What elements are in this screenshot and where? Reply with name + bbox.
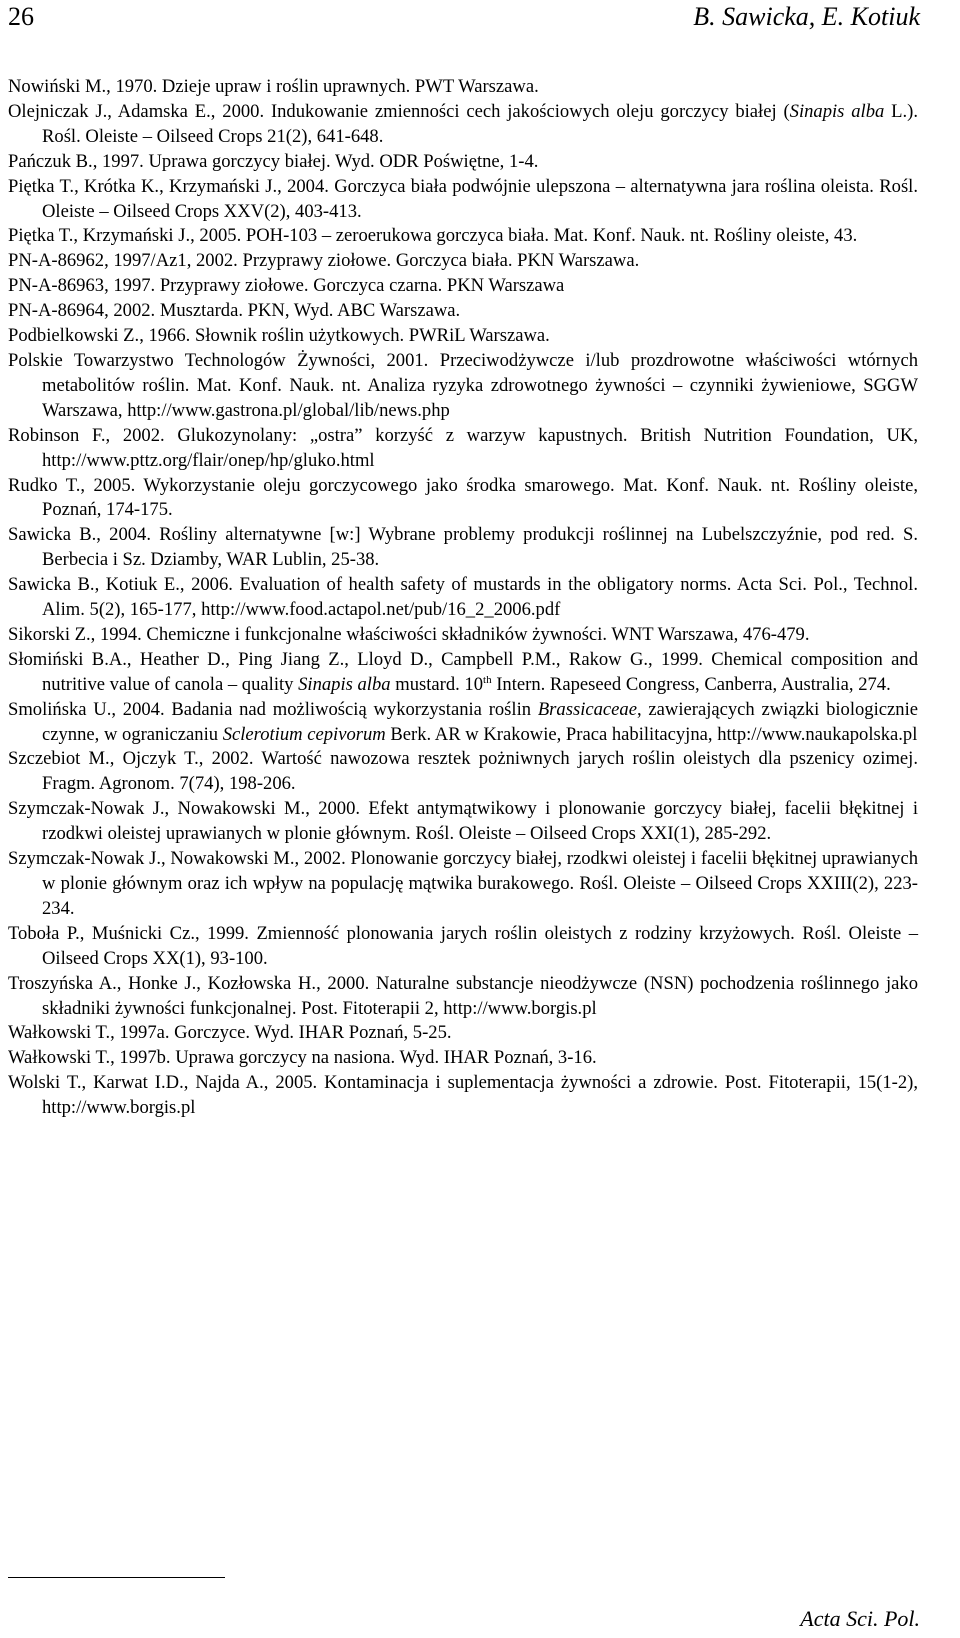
reference-entry [8, 1071, 918, 1121]
reference-entry [8, 847, 918, 922]
superscript-text: th [483, 673, 492, 686]
reference-text: Sawicka B., Kotiuk E., 2006. Evaluation of health safety of mustards in the obligatory norms. Acta Sci. Pol., Technol. Alim. 5(2), 165-177, http://www.food.actapol.net/pub/16_2_2006.pdf [8, 574, 918, 621]
italic-species-name: Sinapis alba [298, 673, 391, 695]
reference-list [8, 75, 918, 1121]
reference-entry [8, 75, 918, 100]
reference-text: Sawicka B., 2004. Rośliny alternatywne [w:] Wybrane problemy produkcji roślinnej na Lubelszczyźnie, pod red. S. Berbecia i Sz. Dziamby, WAR Lublin, 25-38. [8, 524, 918, 571]
reference-text: Piętka T., Krzymański J., 2005. POH-103 – zeroerukowa gorczyca biała. Mat. Konf. Nauk. nt. Rośliny oleiste, 43. [8, 225, 858, 247]
reference-text: Sikorski Z., 1994. Chemiczne i funkcjonalne właściwości składników żywności. WNT Warszawa, 476-479. [8, 623, 810, 645]
reference-text: PN-A-86963, 1997. Przyprawy ziołowe. Gorczyca czarna. PKN Warszawa [8, 275, 565, 297]
reference-entry [8, 1046, 918, 1071]
reference-text: Słomiński B.A., Heather D., Ping Jiang Z., Lloyd D., Campbell P.M., Rakow G., 1999. Chemical composition and nutritive value of canola – quality [8, 648, 918, 695]
page-header [0, 0, 960, 40]
reference-text: Smolińska U., 2004. Badania nad możliwością wykorzystania roślin [8, 698, 538, 720]
reference-entry [8, 623, 918, 648]
reference-entry [8, 274, 918, 299]
reference-text: Intern. Rapeseed Congress, Canberra, Australia, 274. [491, 673, 891, 695]
reference-text: Szczebiot M., Ojczyk T., 2002. Wartość nawozowa resztek pożniwnych jarych roślin oleistych dla pszenicy ozimej. Fragm. Agronom. 7(74), 198-206. [8, 748, 918, 795]
reference-entry [8, 249, 918, 274]
reference-text: L.). Rośl. Oleiste – Oilseed Crops 21(2), 641-648. [42, 100, 918, 147]
reference-entry [8, 424, 918, 474]
footer-journal-name: Acta Sci. Pol. [800, 1606, 920, 1631]
reference-entry [8, 523, 918, 573]
reference-text: Robinson F., 2002. Glukozynolany: „ostra” korzyść z warzyw kapustnych. British Nutrition Foundation, UK, http://www.pttz.org/flair/onep/hp/gluko.html [8, 424, 918, 471]
reference-text: Berk. AR w Krakowie, Praca habilitacyjna, http://www.naukapolska.pl [385, 723, 918, 745]
italic-species-name: Sinapis alba [789, 100, 885, 122]
reference-text: Szymczak-Nowak J., Nowakowski M., 2000. Efekt antymątwikowy i plonowanie gorczycy białej, facelii błękitnej i rzodkwi oleistej uprawianych w plonie głównym. Rośl. Oleiste – Oilseed Crops XXI(1), 285-292. [8, 798, 918, 845]
reference-text: , zawierających związki biologicznie czynne, w ograniczaniu [42, 698, 918, 745]
reference-entry [8, 972, 918, 1022]
reference-entry [8, 175, 918, 225]
reference-entry [8, 1021, 918, 1046]
reference-text: Podbielkowski Z., 1966. Słownik roślin użytkowych. PWRiL Warszawa. [8, 325, 550, 347]
page-number: 26 [8, 2, 34, 31]
reference-text: Olejniczak J., Adamska E., 2000. Indukowanie zmienności cech jakościowych oleju gorczycy białej ( [8, 100, 790, 122]
italic-species-name: Sclerotium cepivorum [222, 723, 386, 745]
reference-text: Wałkowski T., 1997b. Uprawa gorczycy na nasiona. Wyd. IHAR Poznań, 3-16. [8, 1047, 597, 1069]
reference-text: Piętka T., Krótka K., Krzymański J., 2004. Gorczyca biała podwójnie ulepszona – alternatywna jara roślina oleista. Rośl. Oleiste – Oilseed Crops XXV(2), 403-413. [8, 175, 918, 222]
reference-text: Toboła P., Muśnicki Cz., 1999. Zmienność plonowania jarych roślin oleistych z rodziny krzyżowych. Rośl. Oleiste – Oilseed Crops XX(1), 93-100. [8, 922, 918, 969]
reference-text: Wałkowski T., 1997a. Gorczyce. Wyd. IHAR Poznań, 5-25. [8, 1022, 452, 1044]
reference-text: mustard. 10 [390, 673, 484, 695]
reference-entry [8, 100, 918, 150]
reference-text: Wolski T., Karwat I.D., Najda A., 2005. Kontaminacja i suplementacja żywności a zdrowie. Post. Fitoterapii, 15(1-2), http://www.borgis.pl [8, 1072, 918, 1119]
reference-entry [8, 922, 918, 972]
reference-entry [8, 573, 918, 623]
reference-entry [8, 224, 918, 249]
footer-divider [8, 1577, 225, 1578]
reference-text: Rudko T., 2005. Wykorzystanie oleju gorczycowego jako środka smarowego. Mat. Konf. Nauk. nt. Rośliny oleiste, Poznań, 174-175. [8, 474, 918, 521]
reference-entry [8, 797, 918, 847]
reference-entry [8, 747, 918, 797]
reference-text: Troszyńska A., Honke J., Kozłowska H., 2000. Naturalne substancje nieodżywcze (NSN) pochodzenia roślinnego jako składniki żywności funkcjonalnej. Post. Fitoterapii 2, http://www.borgis.pl [8, 972, 918, 1019]
reference-text: Polskie Towarzystwo Technologów Żywności, 2001. Przeciwodżywcze i/lub prozdrowotne właściwości wtórnych metabolitów roślin. Mat. Konf. Nauk. nt. Analiza ryzyka zdrowotnego żywności – czynniki żywieniowe, SGGW Warszawa, http://www.gastrona.pl/global/lib/news.php [8, 349, 918, 421]
reference-entry [8, 349, 918, 424]
reference-entry [8, 698, 918, 748]
italic-species-name: Brassicaceae [537, 698, 637, 720]
reference-entry [8, 299, 918, 324]
reference-entry [8, 648, 918, 698]
reference-text: PN-A-86962, 1997/Az1, 2002. Przyprawy ziołowe. Gorczyca biała. PKN Warszawa. [8, 250, 640, 272]
reference-entry [8, 324, 918, 349]
running-head-authors: B. Sawicka, E. Kotiuk [693, 2, 920, 31]
reference-text: Pańczuk B., 1997. Uprawa gorczycy białej. Wyd. ODR Poświętne, 1-4. [8, 150, 539, 172]
reference-entry [8, 474, 918, 524]
reference-text: PN-A-86964, 2002. Musztarda. PKN, Wyd. ABC Warszawa. [8, 300, 461, 322]
reference-text: Szymczak-Nowak J., Nowakowski M., 2002. Plonowanie gorczycy białej, rzodkwi oleistej i facelii błękitnej uprawianych w plonie głównym oraz ich wpływ na populację mątwika burakowego. Rośl. Oleiste – Oilseed Crops XXIII(2), 223-234. [8, 848, 918, 919]
reference-text: Nowiński M., 1970. Dzieje upraw i roślin uprawnych. PWT Warszawa. [8, 76, 539, 97]
reference-entry [8, 150, 918, 175]
